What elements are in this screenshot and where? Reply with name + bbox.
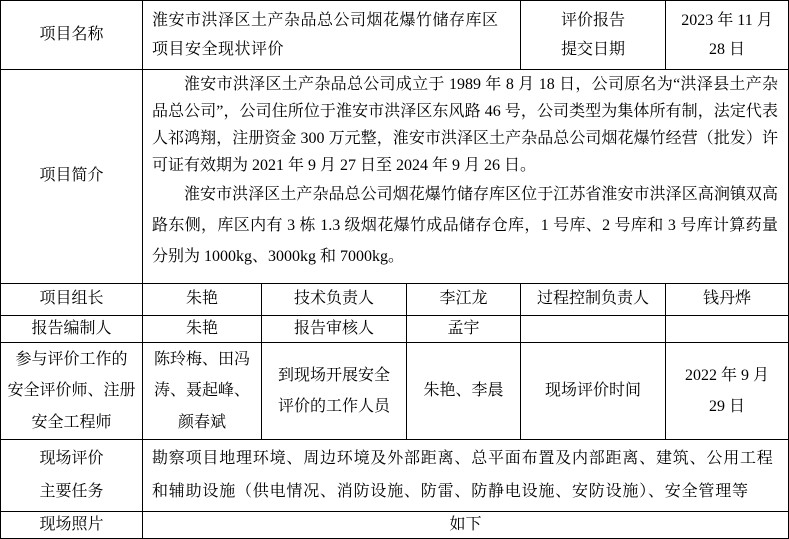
report-date-label: 评价报告 提交日期	[521, 0, 666, 70]
project-name-label: 项目名称	[0, 0, 143, 70]
evaluators-label: 参与评价工作的 安全评价师、注册 安全工程师	[0, 343, 143, 440]
site-date: 2022 年 9 月 29 日	[666, 343, 789, 440]
report-author: 朱艳	[143, 316, 262, 343]
intro-paragraph-2: 淮安市洪泽区土产杂品总公司烟花爆竹储存库区位于江苏省淮安市洪泽区高涧镇双高路东侧，库区内有 3 栋 1.3 级烟花爆竹成品储存仓库，1 号库、2 号库和 3 号库计算药量分别为 1000kg、3000kg 和 7000kg。	[152, 186, 778, 265]
process-control-lead: 钱丹烨	[666, 284, 789, 316]
evaluators: 陈玲梅、田冯 涛、聂起峰、 颜春斌	[143, 343, 262, 440]
empty-cell	[666, 316, 789, 343]
project-intro-label: 项目简介	[0, 70, 143, 284]
intro-paragraph-1: 淮安市洪泽区土产杂品总公司成立于 1989 年 8 月 18 日，公司原名为“洪泽县土产杂品总公司”，公司住所位于淮安市洪泽区东风路 46 号，公司类型为集体所有制，法定代表人祁鸿翔，注册资金 300 万元整，淮安市洪泽区土产杂品总公司烟花爆竹经营（批发）许可证有效期为 2021 年 9 月 27 日至 2024 年 9 月 26 日。	[152, 76, 778, 174]
project-intro	[143, 70, 789, 284]
empty-cell	[521, 316, 666, 343]
site-staff-label: 到现场开展安全 评价的工作人员	[262, 343, 407, 440]
report-reviewer-label: 报告审核人	[262, 316, 407, 343]
site-staff: 朱艳、李晨	[407, 343, 521, 440]
site-date-label: 现场评价时间	[521, 343, 666, 440]
site-photos: 如下	[143, 512, 789, 539]
process-control-label: 过程控制负责人	[521, 284, 666, 316]
project-name: 淮安市洪泽区土产杂品总公司烟花爆竹储存库区 项目安全现状评价	[143, 0, 521, 70]
report-author-label: 报告编制人	[0, 316, 143, 343]
report-reviewer: 孟宇	[407, 316, 521, 343]
team-leader: 朱艳	[143, 284, 262, 316]
tech-lead: 李江龙	[407, 284, 521, 316]
site-photos-label: 现场照片	[0, 512, 143, 539]
site-tasks: 勘察项目地理环境、周边环境及外部距离、总平面布置及内部距离、建筑、公用工程 和辅助设施（供电情况、消防设施、防雷、防静电设施、安防设施）、安全管理等	[143, 440, 789, 512]
team-leader-label: 项目组长	[0, 284, 143, 316]
report-date: 2023 年 11 月 28 日	[666, 0, 789, 70]
tech-lead-label: 技术负责人	[262, 284, 407, 316]
site-tasks-label: 现场评价 主要任务	[0, 440, 143, 512]
